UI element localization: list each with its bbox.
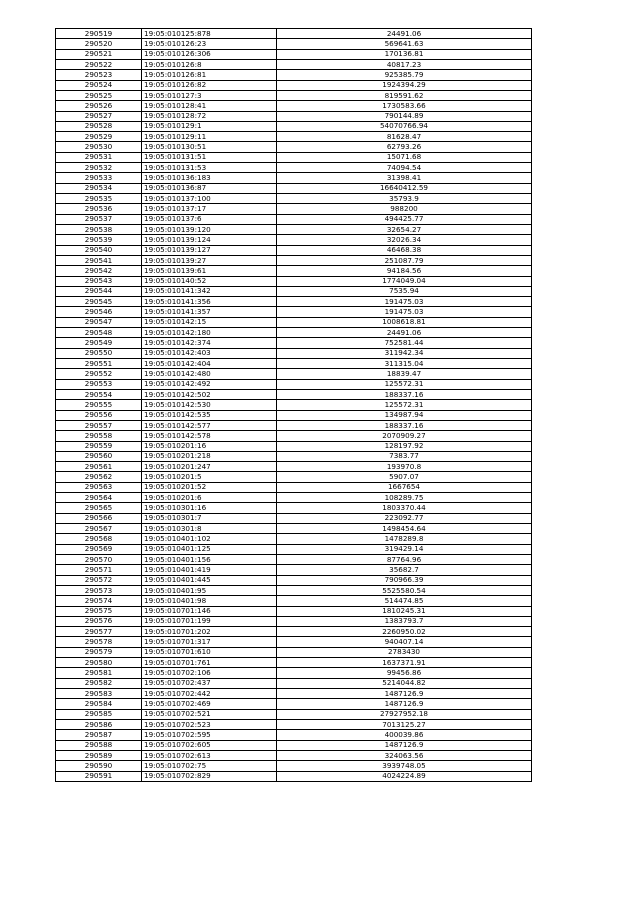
row-amount-cell: 188337.16 [277,389,532,399]
row-amount-cell: 35793.9 [277,194,532,204]
row-amount-cell: 1774049.04 [277,276,532,286]
row-amount-cell: 188337.16 [277,420,532,430]
row-reference-cell: 19:05:010401:445 [142,575,277,585]
row-amount-cell: 494425.77 [277,214,532,224]
row-reference-cell: 19:05:010127:3 [142,90,277,100]
row-reference-cell: 19:05:010125:878 [142,29,277,39]
row-id-cell: 290588 [56,740,142,750]
row-amount-cell: 74094.54 [277,163,532,173]
table-row [56,585,532,595]
row-amount-cell: 81628.47 [277,132,532,142]
row-amount-cell: 251087.79 [277,255,532,265]
row-reference-cell: 19:05:010139:124 [142,235,277,245]
row-id-cell: 290554 [56,389,142,399]
row-amount-cell: 1487126.9 [277,740,532,750]
row-id-cell: 290551 [56,359,142,369]
row-amount-cell: 125572.31 [277,379,532,389]
row-id-cell: 290580 [56,658,142,668]
row-id-cell: 290566 [56,513,142,523]
table-row [56,420,532,430]
row-amount-cell: 1383793.7 [277,616,532,626]
row-id-cell: 290578 [56,637,142,647]
table-row [56,59,532,69]
table-row [56,554,532,564]
row-amount-cell: 514474.85 [277,596,532,606]
row-id-cell: 290528 [56,121,142,131]
row-id-cell: 290529 [56,132,142,142]
row-reference-cell: 19:05:010131:51 [142,152,277,162]
row-reference-cell: 19:05:010142:535 [142,410,277,420]
row-amount-cell: 790966.39 [277,575,532,585]
table-row [56,328,532,338]
table-row [56,245,532,255]
row-id-cell: 290586 [56,719,142,729]
row-amount-cell: 1730583.66 [277,101,532,111]
row-id-cell: 290564 [56,493,142,503]
table-row [56,173,532,183]
row-amount-cell: 94184.56 [277,266,532,276]
row-amount-cell: 1478289.8 [277,534,532,544]
row-reference-cell: 19:05:010702:106 [142,668,277,678]
ledger-table-body [56,29,532,782]
row-amount-cell: 311942.34 [277,348,532,358]
row-amount-cell: 7013125.27 [277,719,532,729]
row-id-cell: 290537 [56,214,142,224]
table-row [56,678,532,688]
row-id-cell: 290530 [56,142,142,152]
row-id-cell: 290544 [56,286,142,296]
row-amount-cell: 988200 [277,204,532,214]
row-reference-cell: 19:05:010141:356 [142,297,277,307]
row-reference-cell: 19:05:010201:52 [142,482,277,492]
row-amount-cell: 128197.92 [277,441,532,451]
row-reference-cell: 19:05:010401:419 [142,565,277,575]
row-reference-cell: 19:05:010401:95 [142,585,277,595]
row-amount-cell: 1498454.64 [277,524,532,534]
row-reference-cell: 19:05:010142:577 [142,420,277,430]
row-reference-cell: 19:05:010139:120 [142,224,277,234]
row-reference-cell: 19:05:010126:306 [142,49,277,59]
row-amount-cell: 31398.41 [277,173,532,183]
row-reference-cell: 19:05:010301:16 [142,503,277,513]
row-id-cell: 290534 [56,183,142,193]
table-row [56,338,532,348]
row-amount-cell: 16640412.59 [277,183,532,193]
table-row [56,49,532,59]
row-id-cell: 290546 [56,307,142,317]
table-row [56,689,532,699]
row-id-cell: 290587 [56,730,142,740]
row-reference-cell: 19:05:010142:480 [142,369,277,379]
table-row [56,183,532,193]
table-row [56,761,532,771]
row-reference-cell: 19:05:010702:469 [142,699,277,709]
row-reference-cell: 19:05:010201:16 [142,441,277,451]
table-row [56,317,532,327]
row-reference-cell: 19:05:010142:492 [142,379,277,389]
row-amount-cell: 4024224.89 [277,771,532,781]
row-reference-cell: 19:05:010701:610 [142,647,277,657]
row-amount-cell: 62793.26 [277,142,532,152]
table-row [56,214,532,224]
table-row [56,740,532,750]
table-row [56,348,532,358]
row-id-cell: 290557 [56,420,142,430]
row-amount-cell: 790144.89 [277,111,532,121]
row-id-cell: 290575 [56,606,142,616]
table-row [56,410,532,420]
row-reference-cell: 19:05:010142:502 [142,389,277,399]
row-id-cell: 290532 [56,163,142,173]
row-amount-cell: 35682.7 [277,565,532,575]
row-reference-cell: 19:05:010126:82 [142,80,277,90]
table-row [56,431,532,441]
table-row [56,121,532,131]
row-id-cell: 290590 [56,761,142,771]
row-reference-cell: 19:05:010137:100 [142,194,277,204]
row-id-cell: 290536 [56,204,142,214]
row-amount-cell: 819591.62 [277,90,532,100]
row-reference-cell: 19:05:010137:17 [142,204,277,214]
row-id-cell: 290549 [56,338,142,348]
table-row [56,616,532,626]
row-reference-cell: 19:05:010141:357 [142,307,277,317]
table-row [56,152,532,162]
table-row [56,575,532,585]
row-reference-cell: 19:05:010702:829 [142,771,277,781]
row-id-cell: 290533 [56,173,142,183]
row-id-cell: 290548 [56,328,142,338]
row-reference-cell: 19:05:010142:530 [142,400,277,410]
row-reference-cell: 19:05:010701:146 [142,606,277,616]
table-row [56,565,532,575]
row-amount-cell: 27927952.18 [277,709,532,719]
row-reference-cell: 19:05:010141:342 [142,286,277,296]
row-reference-cell: 19:05:010126:8 [142,59,277,69]
table-row [56,255,532,265]
row-id-cell: 290572 [56,575,142,585]
row-reference-cell: 19:05:010702:523 [142,719,277,729]
row-id-cell: 290543 [56,276,142,286]
row-id-cell: 290535 [56,194,142,204]
row-amount-cell: 170136.81 [277,49,532,59]
table-row [56,730,532,740]
row-id-cell: 290542 [56,266,142,276]
row-amount-cell: 400039.86 [277,730,532,740]
row-reference-cell: 19:05:010131:53 [142,163,277,173]
row-id-cell: 290558 [56,431,142,441]
row-id-cell: 290589 [56,750,142,760]
row-id-cell: 290561 [56,462,142,472]
row-reference-cell: 19:05:010702:75 [142,761,277,771]
table-row [56,750,532,760]
table-row [56,163,532,173]
table-row [56,462,532,472]
row-id-cell: 290540 [56,245,142,255]
table-row [56,132,532,142]
table-row [56,111,532,121]
row-reference-cell: 19:05:010401:98 [142,596,277,606]
row-reference-cell: 19:05:010136:87 [142,183,277,193]
table-row [56,534,532,544]
table-row [56,771,532,781]
table-row [56,101,532,111]
table-row [56,668,532,678]
table-row [56,524,532,534]
row-id-cell: 290571 [56,565,142,575]
row-reference-cell: 19:05:010702:605 [142,740,277,750]
row-amount-cell: 46468.38 [277,245,532,255]
table-row [56,204,532,214]
row-reference-cell: 19:05:010142:15 [142,317,277,327]
row-amount-cell: 5907.07 [277,472,532,482]
table-row [56,606,532,616]
row-id-cell: 290579 [56,647,142,657]
row-reference-cell: 19:05:010201:247 [142,462,277,472]
table-row [56,29,532,39]
table-row [56,359,532,369]
row-id-cell: 290523 [56,70,142,80]
row-reference-cell: 19:05:010128:41 [142,101,277,111]
row-id-cell: 290547 [56,317,142,327]
row-id-cell: 290531 [56,152,142,162]
table-row [56,286,532,296]
row-amount-cell: 108289.75 [277,493,532,503]
row-reference-cell: 19:05:010126:23 [142,39,277,49]
row-amount-cell: 223092.77 [277,513,532,523]
row-id-cell: 290521 [56,49,142,59]
row-reference-cell: 19:05:010139:127 [142,245,277,255]
row-amount-cell: 1667654 [277,482,532,492]
row-amount-cell: 1924394.29 [277,80,532,90]
row-reference-cell: 19:05:010142:404 [142,359,277,369]
table-row [56,503,532,513]
row-amount-cell: 134987.94 [277,410,532,420]
row-reference-cell: 19:05:010701:761 [142,658,277,668]
row-reference-cell: 19:05:010701:199 [142,616,277,626]
table-row [56,451,532,461]
row-id-cell: 290574 [56,596,142,606]
row-amount-cell: 5214044.82 [277,678,532,688]
table-row [56,658,532,668]
row-amount-cell: 24491.06 [277,29,532,39]
row-amount-cell: 7383.77 [277,451,532,461]
row-id-cell: 290563 [56,482,142,492]
table-row [56,142,532,152]
row-amount-cell: 569641.63 [277,39,532,49]
row-amount-cell: 2783430 [277,647,532,657]
row-id-cell: 290567 [56,524,142,534]
row-amount-cell: 1487126.9 [277,699,532,709]
row-amount-cell: 311315.04 [277,359,532,369]
row-amount-cell: 193970.8 [277,462,532,472]
row-id-cell: 290545 [56,297,142,307]
table-row [56,699,532,709]
table-row [56,39,532,49]
row-reference-cell: 19:05:010702:442 [142,689,277,699]
row-amount-cell: 18839.47 [277,369,532,379]
row-id-cell: 290552 [56,369,142,379]
row-amount-cell: 2070909.27 [277,431,532,441]
row-reference-cell: 19:05:010128:72 [142,111,277,121]
row-amount-cell: 40817.23 [277,59,532,69]
row-reference-cell: 19:05:010130:51 [142,142,277,152]
table-row [56,482,532,492]
table-row [56,379,532,389]
row-id-cell: 290583 [56,689,142,699]
table-row [56,493,532,503]
table-row [56,70,532,80]
row-id-cell: 290568 [56,534,142,544]
row-id-cell: 290591 [56,771,142,781]
table-row [56,596,532,606]
row-reference-cell: 19:05:010129:11 [142,132,277,142]
row-amount-cell: 7535.94 [277,286,532,296]
row-amount-cell: 3939748.05 [277,761,532,771]
table-row [56,544,532,554]
row-id-cell: 290585 [56,709,142,719]
row-amount-cell: 87764.96 [277,554,532,564]
row-reference-cell: 19:05:010139:61 [142,266,277,276]
row-reference-cell: 19:05:010401:125 [142,544,277,554]
row-reference-cell: 19:05:010142:374 [142,338,277,348]
row-reference-cell: 19:05:010301:7 [142,513,277,523]
row-id-cell: 290539 [56,235,142,245]
row-amount-cell: 1008618.81 [277,317,532,327]
table-row [56,513,532,523]
row-id-cell: 290541 [56,255,142,265]
row-amount-cell: 5525580.54 [277,585,532,595]
row-amount-cell: 940407.14 [277,637,532,647]
table-row [56,224,532,234]
row-id-cell: 290553 [56,379,142,389]
row-id-cell: 290569 [56,544,142,554]
row-reference-cell: 19:05:010401:102 [142,534,277,544]
row-id-cell: 290570 [56,554,142,564]
table-row [56,637,532,647]
row-amount-cell: 32654.27 [277,224,532,234]
row-id-cell: 290577 [56,627,142,637]
row-id-cell: 290573 [56,585,142,595]
row-id-cell: 290576 [56,616,142,626]
row-id-cell: 290556 [56,410,142,420]
row-reference-cell: 19:05:010702:613 [142,750,277,760]
table-row [56,400,532,410]
table-row [56,441,532,451]
table-row [56,627,532,637]
row-amount-cell: 24491.06 [277,328,532,338]
row-reference-cell: 19:05:010140:52 [142,276,277,286]
row-id-cell: 290584 [56,699,142,709]
row-id-cell: 290555 [56,400,142,410]
row-id-cell: 290582 [56,678,142,688]
row-id-cell: 290527 [56,111,142,121]
row-id-cell: 290562 [56,472,142,482]
row-id-cell: 290519 [56,29,142,39]
row-amount-cell: 191475.03 [277,297,532,307]
table-row [56,472,532,482]
row-amount-cell: 99456.86 [277,668,532,678]
table-row [56,235,532,245]
row-reference-cell: 19:05:010201:218 [142,451,277,461]
row-amount-cell: 191475.03 [277,307,532,317]
table-row [56,719,532,729]
row-id-cell: 290559 [56,441,142,451]
row-reference-cell: 19:05:010137:6 [142,214,277,224]
row-reference-cell: 19:05:010129:1 [142,121,277,131]
row-reference-cell: 19:05:010201:6 [142,493,277,503]
table-row [56,276,532,286]
row-reference-cell: 19:05:010701:202 [142,627,277,637]
row-amount-cell: 125572.31 [277,400,532,410]
row-amount-cell: 1637371.91 [277,658,532,668]
row-id-cell: 290581 [56,668,142,678]
row-id-cell: 290550 [56,348,142,358]
row-amount-cell: 1803370.44 [277,503,532,513]
row-id-cell: 290522 [56,59,142,69]
row-amount-cell: 32026.34 [277,235,532,245]
row-amount-cell: 324063.56 [277,750,532,760]
row-amount-cell: 925385.79 [277,70,532,80]
row-id-cell: 290560 [56,451,142,461]
row-id-cell: 290525 [56,90,142,100]
row-amount-cell: 1810245.31 [277,606,532,616]
row-id-cell: 290520 [56,39,142,49]
table-row [56,307,532,317]
table-row [56,647,532,657]
table-row [56,266,532,276]
table-row [56,389,532,399]
row-id-cell: 290526 [56,101,142,111]
table-row [56,80,532,90]
row-reference-cell: 19:05:010701:317 [142,637,277,647]
ledger-table [55,28,532,782]
table-row [56,194,532,204]
row-amount-cell: 15071.68 [277,152,532,162]
row-reference-cell: 19:05:010702:437 [142,678,277,688]
row-amount-cell: 752581.44 [277,338,532,348]
row-reference-cell: 19:05:010401:156 [142,554,277,564]
table-row [56,90,532,100]
table-row [56,297,532,307]
row-reference-cell: 19:05:010702:521 [142,709,277,719]
row-reference-cell: 19:05:010126:81 [142,70,277,80]
row-reference-cell: 19:05:010142:578 [142,431,277,441]
row-reference-cell: 19:05:010301:8 [142,524,277,534]
row-amount-cell: 319429.14 [277,544,532,554]
row-reference-cell: 19:05:010136:183 [142,173,277,183]
table-row [56,369,532,379]
row-id-cell: 290538 [56,224,142,234]
row-amount-cell: 1487126.9 [277,689,532,699]
row-amount-cell: 2260950.02 [277,627,532,637]
row-reference-cell: 19:05:010142:403 [142,348,277,358]
row-reference-cell: 19:05:010201:5 [142,472,277,482]
row-reference-cell: 19:05:010702:595 [142,730,277,740]
row-amount-cell: 54070766.94 [277,121,532,131]
row-reference-cell: 19:05:010142:180 [142,328,277,338]
row-reference-cell: 19:05:010139:27 [142,255,277,265]
row-id-cell: 290565 [56,503,142,513]
table-row [56,709,532,719]
row-id-cell: 290524 [56,80,142,90]
